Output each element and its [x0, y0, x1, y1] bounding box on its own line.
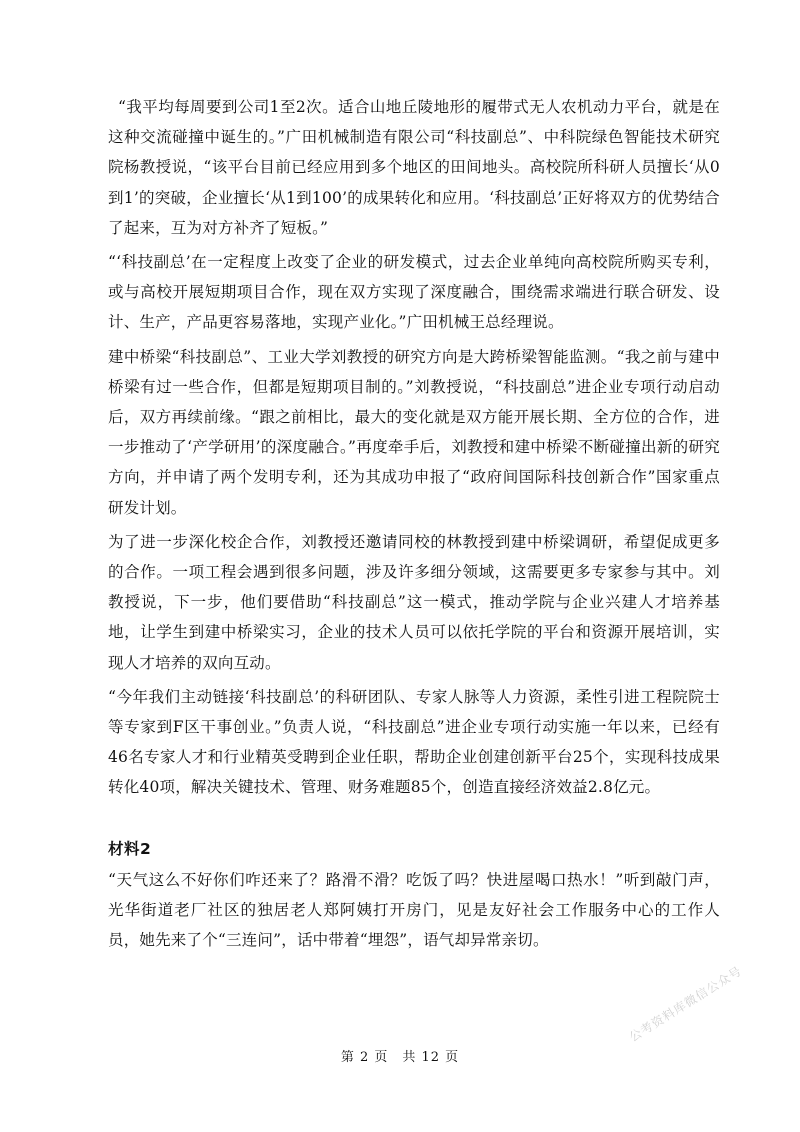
paragraph-3: 建中桥梁“科技副总”、工业大学刘教授的研究方向是大跨桥梁智能监测。“我之前与建中桥梁有过一些合作，但都是短期项目制的。”刘教授说，“科技副总”进企业专项行动启动后，双方再续前缘。“跟之前相比，最大的变化就是双方能开展长期、全方位的合作，进一步推动了‘产学研用’的深度融合。”再度牵手后，刘教授和建中桥梁不断碰撞出新的研究方向，并申请了两个发明专利，还为其成功申报了“政府间国际科技创新合作”国家重点研发计划。: [108, 347, 720, 517]
paragraph-2: “‘科技副总’在一定程度上改变了企业的研发模式，过去企业单纯向高校院所购买专利，或与高校开展短期项目合作，现在双方实现了深度融合，围绕需求端进行联合研发、设计、生产，产品更容易落地，实现产业化。”广田机械王总经理说。: [108, 253, 720, 332]
material-2-paragraph-1: “天气这么不好你们咋还来了？路滑不滑？吃饭了吗？快进屋喝口热水！”听到敲门声，光华街道老厂社区的独居老人郑阿姨打开房门，见是友好社会工作服务中心的工作人员，她先来了个“三连问”，话中带着“埋怨”，语气却异常亲切。: [108, 870, 720, 950]
paragraph-4: 为了进一步深化校企合作，刘教授还邀请同校的林教授到建中桥梁调研，希望促成更多的合作。一项工程会遇到很多问题，涉及许多细分领域，这需要更多专家参与其中。刘教授说，下一步，他们要借助“科技副总”这一模式，推动学院与企业兴建人才培养基地，让学生到建中桥梁实习，企业的技术人员可以依托学院的平台和资源开展培训，实现人才培养的双向互动。: [108, 532, 720, 672]
watermark: 公考资料库微信公众号: [626, 963, 745, 1045]
section-heading-material-2: 材料2: [108, 839, 152, 858]
paragraph-5: “今年我们主动链接‘科技副总’的科研团队、专家人脉等人力资源，柔性引进工程院院士等专家到F区干事创业。”负责人说，“科技副总”进企业专项行动实施一年以来，已经有46名专家人才和行业精英受聘到企业任职，帮助企业创建创新平台25个，实现科技成果转化40项，解决关键技术、管理、财务难题85个，创造直接经济效益2.8亿元。: [108, 687, 720, 797]
page-number-footer: 第 2 页 共 12 页: [340, 1050, 460, 1065]
document-body: [108, 92, 720, 959]
paragraph-1: “我平均每周要到公司1至2次。适合山地丘陵地形的履带式无人农机动力平台，就是在这种交流碰撞中诞生的。”广田机械制造有限公司“科技副总”、中科院绿色智能技术研究院杨教授说，“该平台目前已经应用到多个地区的田间地头。高校院所科研人员擅长‘从0到1’的突破，企业擅长‘从1到100’的成果转化和应用。‘科技副总’正好将双方的优势结合了起来，互为对方补齐了短板。”: [108, 98, 720, 237]
